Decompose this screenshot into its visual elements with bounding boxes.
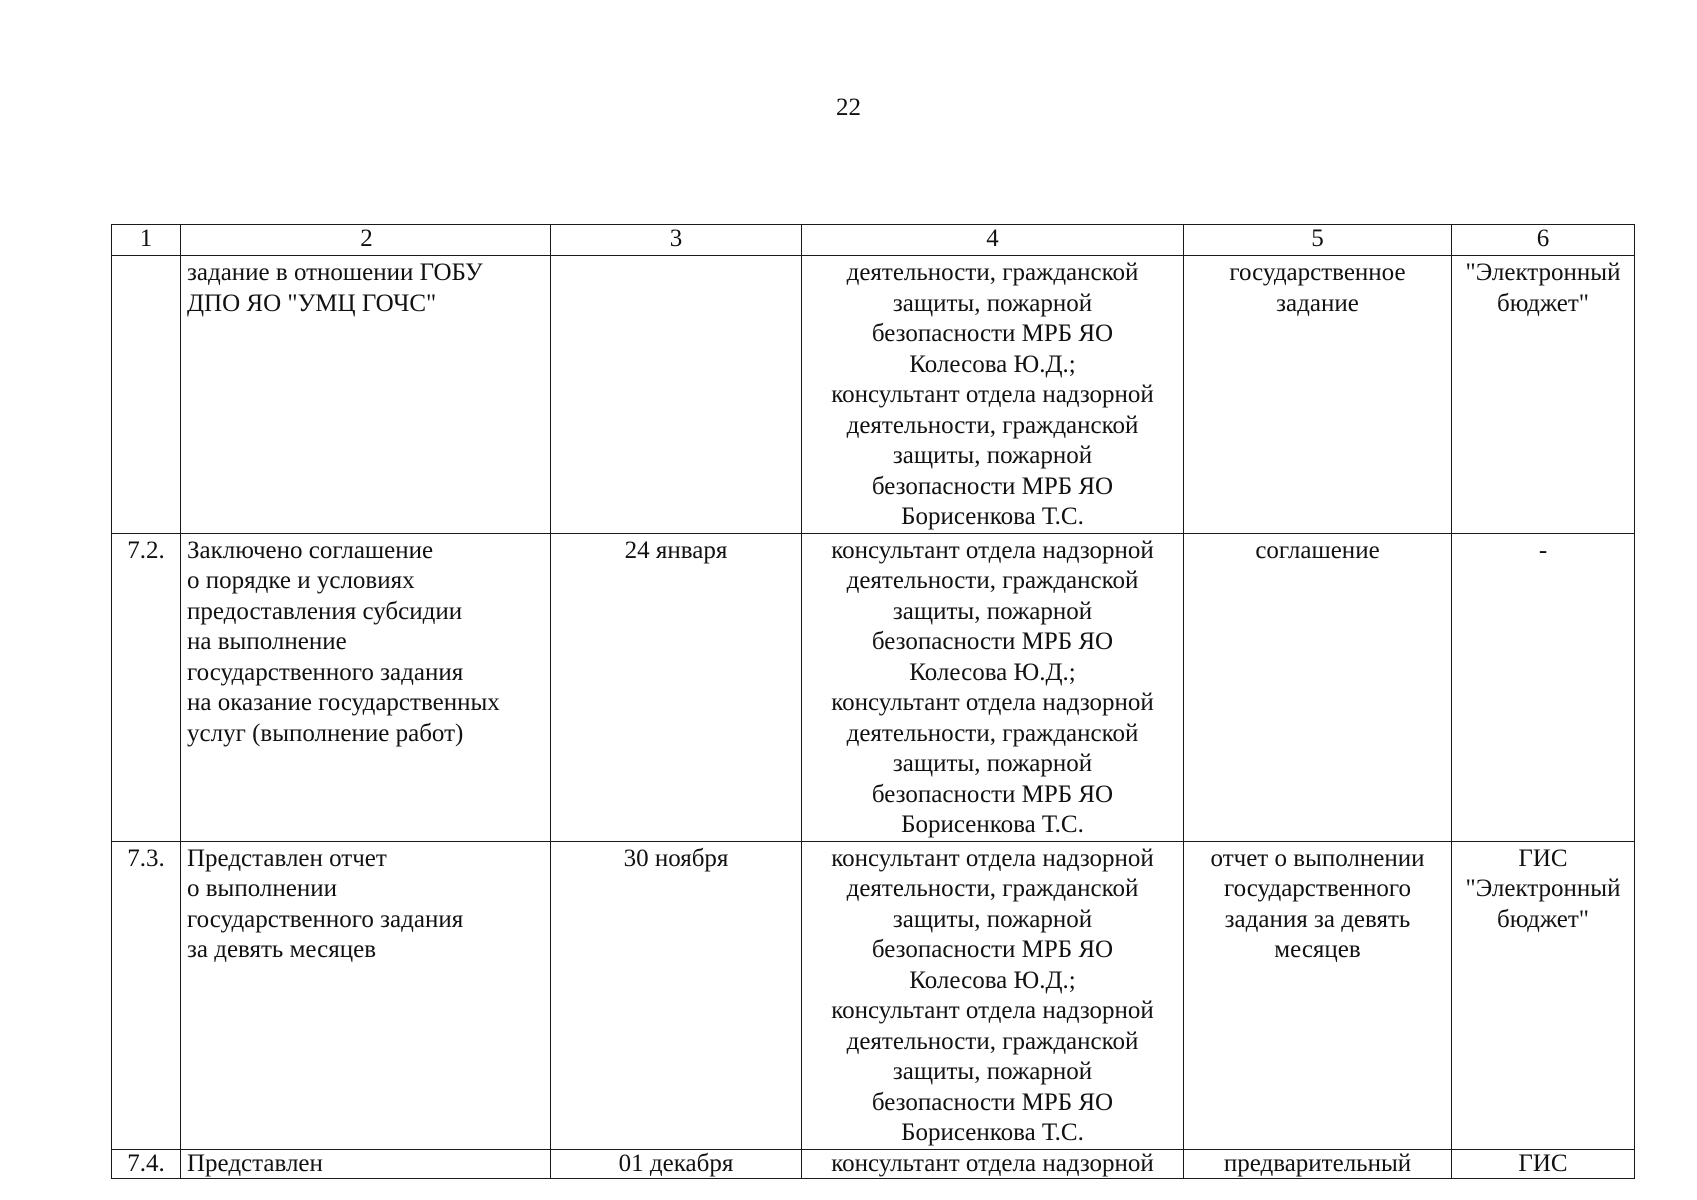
- cell-number: 7.3.: [112, 841, 181, 1149]
- page-number: 22: [836, 94, 861, 121]
- table-body: [112, 256, 1635, 1179]
- table-header: [112, 225, 1635, 256]
- cell-number: [112, 256, 181, 534]
- cell-result: отчет о выполнении государственного задания за девять месяцев: [1184, 841, 1452, 1149]
- cell-system: ГИС "Электронный бюджет": [1452, 841, 1635, 1149]
- cell-event: Представлен: [181, 1149, 551, 1178]
- header-col-3: 3: [551, 225, 802, 256]
- plan-table: [111, 224, 1635, 1179]
- header-col-1: 1: [112, 225, 181, 256]
- header-col-2: 2: [181, 225, 551, 256]
- header-col-5: 5: [1184, 225, 1452, 256]
- cell-event: задание в отношении ГОБУ ДПО ЯО "УМЦ ГОЧС": [181, 256, 551, 534]
- cell-result: государственное задание: [1184, 256, 1452, 534]
- header-col-6: 6: [1452, 225, 1635, 256]
- table-row: [112, 533, 1635, 841]
- cell-responsible: деятельности, гражданской защиты, пожарной безопасности МРБ ЯО Колесова Ю.Д.; консультант отдела надзорной деятельности, гражданской защиты, пожарной безопасности МРБ ЯО Борисенкова Т.С.: [802, 256, 1184, 534]
- header-col-4: 4: [802, 225, 1184, 256]
- cell-result: соглашение: [1184, 533, 1452, 841]
- cell-number: 7.2.: [112, 533, 181, 841]
- cell-event: Заключено соглашение о порядке и условиях предоставления субсидии на выполнение государственного задания на оказание государственных услуг (выполнение работ): [181, 533, 551, 841]
- header-row: [112, 225, 1635, 256]
- table-row: [112, 256, 1635, 534]
- cell-system: ГИС: [1452, 1149, 1635, 1178]
- cell-date: 24 января: [551, 533, 802, 841]
- cell-event: Представлен отчет о выполнении государственного задания за девять месяцев: [181, 841, 551, 1149]
- cell-system: -: [1452, 533, 1635, 841]
- cell-number: 7.4.: [112, 1149, 181, 1178]
- table-row: [112, 841, 1635, 1149]
- cell-responsible: консультант отдела надзорной: [802, 1149, 1184, 1178]
- table-row: [112, 1149, 1635, 1178]
- cell-date: 30 ноября: [551, 841, 802, 1149]
- cell-responsible: консультант отдела надзорной деятельности, гражданской защиты, пожарной безопасности МРБ ЯО Колесова Ю.Д.; консультант отдела надзорной деятельности, гражданской защиты, пожарной безопасности МРБ ЯО Борисенкова Т.С.: [802, 841, 1184, 1149]
- cell-responsible: консультант отдела надзорной деятельности, гражданской защиты, пожарной безопасности МРБ ЯО Колесова Ю.Д.; консультант отдела надзорной деятельности, гражданской защиты, пожарной безопасности МРБ ЯО Борисенкова Т.С.: [802, 533, 1184, 841]
- cell-date: [551, 256, 802, 534]
- cell-result: предварительный: [1184, 1149, 1452, 1178]
- cell-system: "Электронный бюджет": [1452, 256, 1635, 534]
- cell-date: 01 декабря: [551, 1149, 802, 1178]
